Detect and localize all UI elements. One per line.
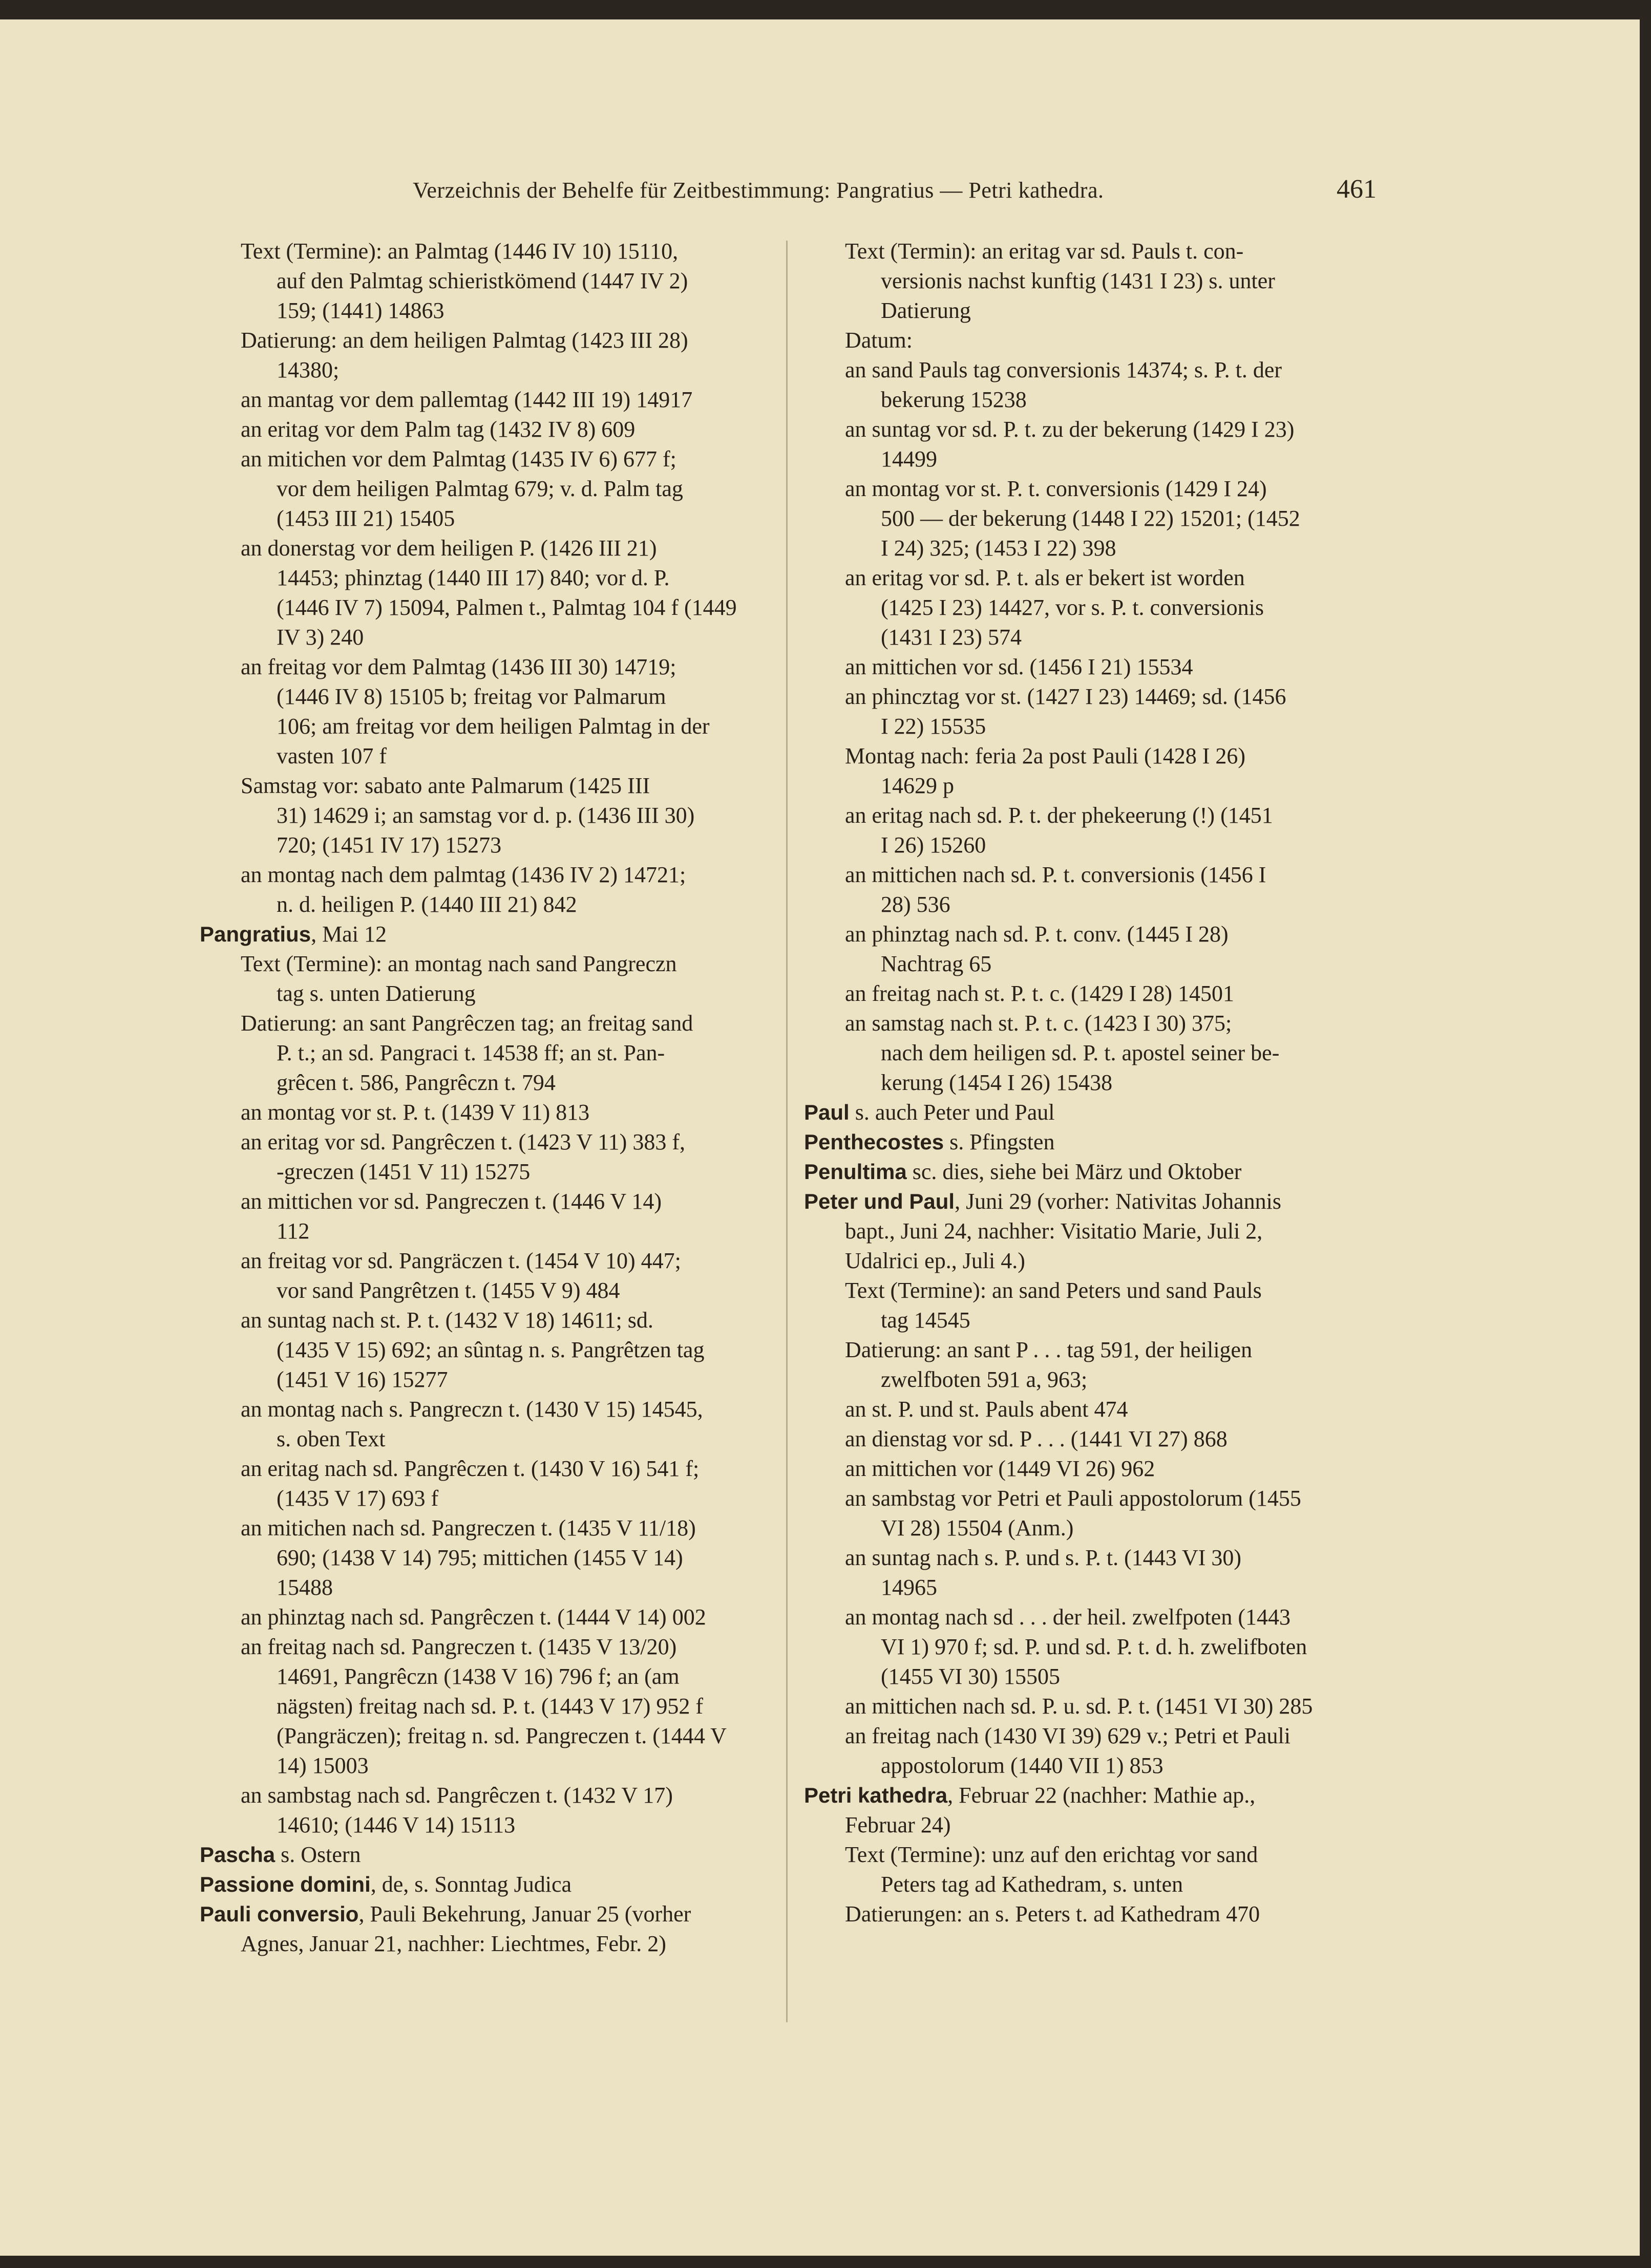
left-column xyxy=(200,237,773,1959)
scan-edge xyxy=(0,2256,1651,2268)
index-line: 31) 14629 i; an samstag vor d. p. (1436 III 30) xyxy=(277,803,695,828)
index-line: (1431 I 23) 574 xyxy=(881,625,1022,650)
index-line: Text (Termine): an montag nach sand Pangreczn xyxy=(241,951,677,976)
index-line: VI 28) 15504 (Anm.) xyxy=(881,1515,1074,1540)
index-line: I 26) 15260 xyxy=(881,832,986,858)
index-line: Datierungen: an s. Peters t. ad Kathedram 470 xyxy=(845,1901,1260,1927)
index-line: 14453; phinztag (1440 III 17) 840; vor d. P. xyxy=(277,565,670,590)
index-headword-line xyxy=(804,1098,1383,1127)
index-line: an freitag nach (1430 VI 39) 629 v.; Petri et Pauli xyxy=(845,1723,1291,1748)
index-line: Datum: xyxy=(845,328,913,353)
index-line: an sambstag vor Petri et Pauli appostolorum (1455 xyxy=(845,1486,1301,1511)
headword: Paul xyxy=(804,1100,850,1124)
index-line: an mittichen nach sd. P. u. sd. P. t. (1451 VI 30) 285 xyxy=(845,1694,1313,1719)
page-number: 461 xyxy=(1337,175,1377,204)
index-line: nach dem heiligen sd. P. t. apostel seiner be- xyxy=(881,1040,1280,1065)
index-line: 500 — der bekerung (1448 I 22) 15201; (1452 xyxy=(881,506,1300,531)
index-line: an freitag vor sd. Pangräczen t. (1454 V 10) 447; xyxy=(241,1248,681,1273)
index-line: an phinztag nach sd. Pangrêczen t. (1444 V 14) 002 xyxy=(241,1604,706,1630)
headword-gloss: , Februar 22 (nachher: Mathie ap., xyxy=(947,1783,1256,1808)
index-line: an montag nach dem palmtag (1436 IV 2) 14721; xyxy=(241,862,686,887)
index-line: P. t.; an sd. Pangraci t. 14538 ff; an st. Pan- xyxy=(277,1040,665,1065)
index-headword-line xyxy=(200,1870,773,1899)
index-line: an phincztag vor st. (1427 I 23) 14469; sd. (1456 xyxy=(845,684,1286,709)
index-line: 690; (1438 V 14) 795; mittichen (1455 V 14) xyxy=(277,1545,683,1570)
index-line: appostolorum (1440 VII 1) 853 xyxy=(881,1753,1163,1778)
index-line: (1435 V 17) 693 f xyxy=(277,1486,439,1511)
index-line: an mitichen vor dem Palmtag (1435 IV 6) 677 f; xyxy=(241,446,676,472)
index-line: nägsten) freitag nach sd. P. t. (1443 V 17) 952 f xyxy=(277,1694,704,1719)
index-line: Montag nach: feria 2a post Pauli (1428 I 26) xyxy=(845,743,1246,768)
index-line: an sambstag nach sd. Pangrêczen t. (1432 V 17) xyxy=(241,1783,673,1808)
index-line: an eritag vor sd. Pangrêczen t. (1423 V 11) 383 f, xyxy=(241,1129,685,1154)
index-line: an donerstag vor dem heiligen P. (1426 III 21) xyxy=(241,536,657,561)
index-line: Samstag vor: sabato ante Palmarum (1425 III xyxy=(241,773,650,798)
headword-gloss: s. auch Peter und Paul xyxy=(849,1100,1055,1125)
index-line: an dienstag vor sd. P . . . (1441 VI 27) 868 xyxy=(845,1426,1227,1451)
index-line: an mantag vor dem pallemtag (1442 III 19) 14917 xyxy=(241,387,693,412)
headword-gloss: , Mai 12 xyxy=(311,922,387,947)
index-line: 28) 536 xyxy=(881,892,950,917)
index-line: an suntag vor sd. P. t. zu der bekerung (1429 I 23) xyxy=(845,417,1295,442)
index-line: 14965 xyxy=(881,1575,937,1600)
index-line: 106; am freitag vor dem heiligen Palmtag in der xyxy=(277,714,710,739)
index-line: 14610; (1446 V 14) 15113 xyxy=(277,1812,516,1837)
index-line: an eritag nach sd. P. t. der phekeerung (!) (1451 xyxy=(845,803,1273,828)
headword: Penultima xyxy=(804,1160,907,1184)
index-line: (1453 III 21) 15405 xyxy=(277,506,455,531)
index-line: grêcen t. 586, Pangrêczn t. 794 xyxy=(277,1070,556,1095)
index-line: an mitichen nach sd. Pangreczen t. (1435 V 11/18) xyxy=(241,1515,696,1540)
index-headword-line xyxy=(200,919,773,949)
index-line: an freitag nach st. P. t. c. (1429 I 28) 14501 xyxy=(845,981,1235,1006)
index-line: Februar 24) xyxy=(845,1812,951,1837)
index-line: an mittichen vor sd. Pangreczen t. (1446 V 14) xyxy=(241,1189,662,1214)
index-line: 14499 xyxy=(881,446,937,472)
running-header: Verzeichnis der Behelfe für Zeitbestimmung: Pangratius — Petri kathedra. xyxy=(413,178,1104,203)
index-line: an eritag vor dem Palm tag (1432 IV 8) 609 xyxy=(241,417,636,442)
index-line: Datierung: an sant Pangrêczen tag; an freitag sand xyxy=(241,1011,693,1036)
index-line: an mittichen vor sd. (1456 I 21) 15534 xyxy=(845,654,1193,679)
index-headword-line xyxy=(804,1187,1383,1216)
index-line: an mittichen nach sd. P. t. conversionis (1456 I xyxy=(845,862,1266,887)
index-line: (1435 V 15) 692; an sûntag n. s. Pangrêtzen tag xyxy=(277,1337,705,1362)
index-line: 14629 p xyxy=(881,773,954,798)
right-column xyxy=(804,237,1383,1929)
headword: Pauli conversio xyxy=(200,1902,359,1926)
index-line: 15488 xyxy=(277,1575,333,1600)
index-line: -greczen (1451 V 11) 15275 xyxy=(277,1159,531,1184)
index-line: vor sand Pangrêtzen t. (1455 V 9) 484 xyxy=(277,1278,620,1303)
index-headword-line xyxy=(804,1127,1383,1157)
index-line: (1446 IV 8) 15105 b; freitag vor Palmarum xyxy=(277,684,666,709)
index-line: IV 3) 240 xyxy=(277,625,364,650)
index-line: an eritag nach sd. Pangrêczen t. (1430 V 16) 541 f; xyxy=(241,1456,700,1481)
index-line: VI 1) 970 f; sd. P. und sd. P. t. d. h. zwelifboten xyxy=(881,1634,1307,1659)
index-headword-line xyxy=(200,1899,773,1929)
index-line: kerung (1454 I 26) 15438 xyxy=(881,1070,1113,1095)
index-line: Text (Termin): an eritag var sd. Pauls t. con- xyxy=(845,239,1244,264)
headword: Petri kathedra xyxy=(804,1783,948,1807)
index-line: vor dem heiligen Palmtag 679; v. d. Palm tag xyxy=(277,476,683,501)
index-line: an suntag nach st. P. t. (1432 V 18) 14611; sd. xyxy=(241,1308,653,1333)
index-line: Text (Termine): unz auf den erichtag vor sand xyxy=(845,1842,1258,1867)
index-line: 14380; xyxy=(277,357,340,382)
headword-gloss: s. Pfingsten xyxy=(944,1129,1055,1154)
index-line: (Pangräczen); freitag n. sd. Pangreczen t. (1444 V xyxy=(277,1723,727,1748)
index-line: Datierung: an dem heiligen Palmtag (1423 III 28) xyxy=(241,328,688,353)
index-line: an eritag vor sd. P. t. als er bekert ist worden xyxy=(845,565,1245,590)
index-line: (1455 VI 30) 15505 xyxy=(881,1664,1060,1689)
headword: Passione domini xyxy=(200,1872,371,1896)
index-line: (1451 V 16) 15277 xyxy=(277,1367,448,1392)
headword-gloss: sc. dies, siehe bei März und Oktober xyxy=(906,1159,1242,1184)
index-line: an montag nach sd . . . der heil. zwelfpoten (1443 xyxy=(845,1604,1290,1630)
index-line: n. d. heiligen P. (1440 III 21) 842 xyxy=(277,892,577,917)
index-line: (1425 I 23) 14427, vor s. P. t. conversionis xyxy=(881,595,1264,620)
index-headword-line xyxy=(200,1840,773,1870)
index-line: an mittichen vor (1449 VI 26) 962 xyxy=(845,1456,1155,1481)
index-line: tag s. unten Datierung xyxy=(277,981,476,1006)
index-line: 720; (1451 IV 17) 15273 xyxy=(277,832,502,858)
index-headword-line xyxy=(804,1157,1383,1187)
index-line: an phinztag nach sd. P. t. conv. (1445 I 28) xyxy=(845,922,1229,947)
index-line: Datierung: an sant P . . . tag 591, der heiligen xyxy=(845,1337,1253,1362)
index-line: bekerung 15238 xyxy=(881,387,1027,412)
index-line: 14691, Pangrêczn (1438 V 16) 796 f; an (am xyxy=(277,1664,680,1689)
headword: Pascha xyxy=(200,1843,276,1867)
headword-gloss: , de, s. Sonntag Judica xyxy=(370,1872,572,1897)
index-line: auf den Palmtag schieristkömend (1447 IV 2) xyxy=(277,268,688,293)
index-headword-line xyxy=(804,1781,1383,1810)
index-line: s. oben Text xyxy=(277,1426,386,1451)
index-line: bapt., Juni 24, nachher: Visitatio Marie, Juli 2, xyxy=(845,1218,1263,1244)
headword: Pangratius xyxy=(200,922,311,946)
index-line: an suntag nach s. P. und s. P. t. (1443 VI 30) xyxy=(845,1545,1242,1570)
index-line: Agnes, Januar 21, nachher: Liechtmes, Febr. 2) xyxy=(241,1931,666,1956)
index-line: Datierung xyxy=(881,298,971,323)
index-line: (1446 IV 7) 15094, Palmen t., Palmtag 104 f (1449 xyxy=(277,595,737,620)
column-divider xyxy=(786,241,788,2022)
index-line: 112 xyxy=(277,1218,310,1244)
headword-gloss: , Juni 29 (vorher: Nativitas Johannis xyxy=(955,1189,1281,1214)
index-line: vasten 107 f xyxy=(277,743,387,768)
index-line: I 22) 15535 xyxy=(881,714,986,739)
index-line: an freitag nach sd. Pangreczen t. (1435 V 13/20) xyxy=(241,1634,677,1659)
index-line: zwelfboten 591 a, 963; xyxy=(881,1367,1088,1392)
headword: Peter und Paul xyxy=(804,1189,955,1213)
index-line: Text (Termine): an Palmtag (1446 IV 10) 15110, xyxy=(241,239,679,264)
index-line: I 24) 325; (1453 I 22) 398 xyxy=(881,536,1116,561)
index-line: an samstag nach st. P. t. c. (1423 I 30) 375; xyxy=(845,1011,1232,1036)
headword: Penthecostes xyxy=(804,1130,944,1154)
index-line: Nachtrag 65 xyxy=(881,951,992,976)
index-line: 14) 15003 xyxy=(277,1753,369,1778)
headword-gloss: , Pauli Bekehrung, Januar 25 (vorher xyxy=(358,1901,691,1927)
index-line: an montag vor st. P. t. conversionis (1429 I 24) xyxy=(845,476,1267,501)
index-line: versionis nachst kunftig (1431 I 23) s. unter xyxy=(881,268,1275,293)
index-line: Peters tag ad Kathedram, s. unten xyxy=(881,1872,1183,1897)
index-line: Text (Termine): an sand Peters und sand Pauls xyxy=(845,1278,1262,1303)
index-line: tag 14545 xyxy=(881,1308,970,1333)
index-line: 159; (1441) 14863 xyxy=(277,298,444,323)
index-line: an sand Pauls tag conversionis 14374; s. P. t. der xyxy=(845,357,1282,382)
headword-gloss: s. Ostern xyxy=(275,1842,361,1867)
index-line: an freitag vor dem Palmtag (1436 III 30) 14719; xyxy=(241,654,676,679)
index-line: Udalrici ep., Juli 4.) xyxy=(845,1248,1025,1273)
index-line: an montag nach s. Pangreczn t. (1430 V 15) 14545, xyxy=(241,1397,703,1422)
index-line: an montag vor st. P. t. (1439 V 11) 813 xyxy=(241,1100,590,1125)
index-line: an st. P. und st. Pauls abent 474 xyxy=(845,1397,1128,1422)
